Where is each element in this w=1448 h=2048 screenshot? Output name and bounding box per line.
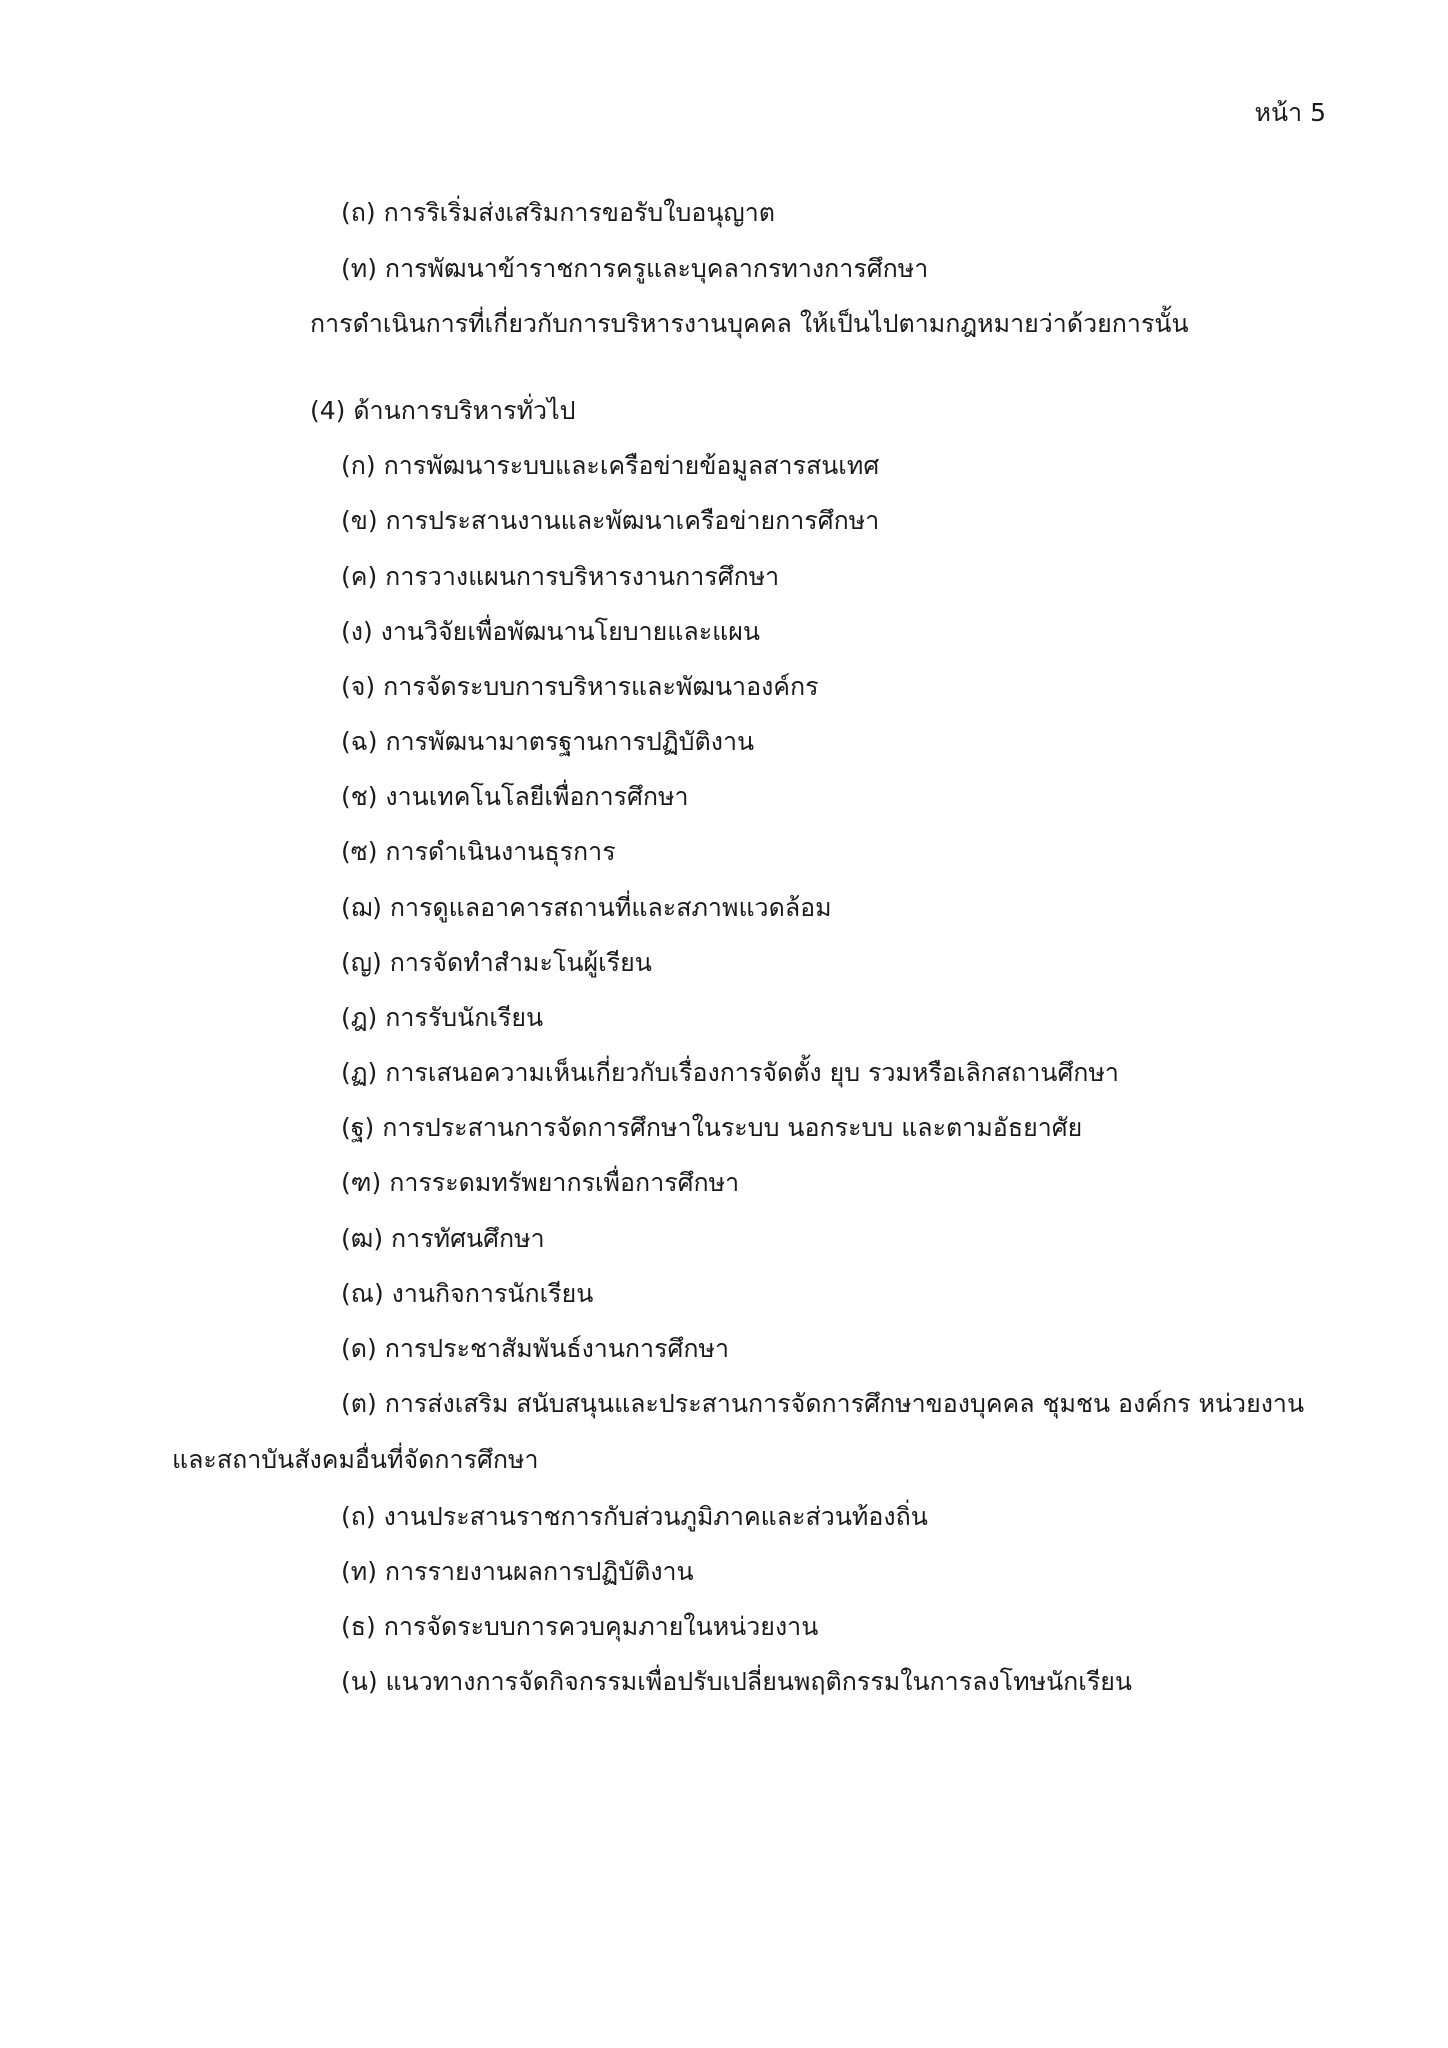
list-item: (ฒ) การทัศนศึกษา bbox=[341, 1224, 545, 1253]
list-item: (ญ) การจัดทำสำมะโนผู้เรียน bbox=[341, 948, 652, 977]
list-item: (ข) การประสานงานและพัฒนาเครือข่ายการศึกษา bbox=[341, 506, 880, 535]
list-item-continuation: และสถาบันสังคมอื่นที่จัดการศึกษา bbox=[172, 1445, 539, 1474]
list-item: (ธ) การจัดระบบการควบคุมภายในหน่วยงาน bbox=[341, 1612, 819, 1641]
list-item: (ฎ) การรับนักเรียน bbox=[341, 1003, 544, 1032]
list-item: (ซ) การดำเนินงานธุรการ bbox=[341, 837, 616, 866]
paragraph: การดำเนินการที่เกี่ยวกับการบริหารงานบุคคล ให้เป็นไปตามกฎหมายว่าด้วยการนั้น bbox=[310, 309, 1189, 338]
list-item: (ฌ) การดูแลอาคารสถานที่และสภาพแวดล้อม bbox=[341, 893, 832, 922]
list-item: (ก) การพัฒนาระบบและเครือข่ายข้อมูลสารสนเทศ bbox=[341, 451, 880, 480]
list-item: (ง) งานวิจัยเพื่อพัฒนานโยบายและแผน bbox=[341, 617, 760, 646]
list-item: (ฉ) การพัฒนามาตรฐานการปฏิบัติงาน bbox=[341, 727, 755, 756]
list-item: (ถ) การริเริ่มส่งเสริมการขอรับใบอนุญาต bbox=[341, 198, 776, 227]
list-item-long: (ต) การส่งเสริม สนับสนุนและประสานการจัดการศึกษาของบุคคล ชุมชน องค์กร หน่วยงาน bbox=[341, 1389, 1305, 1418]
list-item: (ท) การพัฒนาข้าราชการครูและบุคลากรทางการศึกษา bbox=[341, 254, 929, 283]
list-item: (ฏ) การเสนอความเห็นเกี่ยวกับเรื่องการจัดตั้ง ยุบ รวมหรือเลิกสถานศึกษา bbox=[341, 1058, 1119, 1087]
list-item: (น) แนวทางการจัดกิจกรรมเพื่อปรับเปลี่ยนพฤติกรรมในการลงโทษนักเรียน bbox=[341, 1667, 1133, 1696]
list-item: (ถ) งานประสานราชการกับส่วนภูมิภาคและส่วนท้องถิ่น bbox=[341, 1502, 928, 1531]
list-item: (ด) การประชาสัมพันธ์งานการศึกษา bbox=[341, 1334, 730, 1363]
page-number: หน้า 5 bbox=[1254, 98, 1326, 127]
section-heading: (4) ด้านการบริหารทั่วไป bbox=[310, 396, 576, 425]
list-item: (จ) การจัดระบบการบริหารและพัฒนาองค์กร bbox=[341, 672, 819, 701]
list-item: (ฑ) การระดมทรัพยากรเพื่อการศึกษา bbox=[341, 1168, 740, 1197]
list-item: (ค) การวางแผนการบริหารงานการศึกษา bbox=[341, 562, 780, 591]
list-item: (ณ) งานกิจการนักเรียน bbox=[341, 1279, 594, 1308]
list-item: (ฐ) การประสานการจัดการศึกษาในระบบ นอกระบบ และตามอัธยาศัย bbox=[341, 1113, 1083, 1142]
list-item: (ช) งานเทคโนโลยีเพื่อการศึกษา bbox=[341, 782, 689, 811]
list-item: (ท) การรายงานผลการปฏิบัติงาน bbox=[341, 1557, 694, 1586]
